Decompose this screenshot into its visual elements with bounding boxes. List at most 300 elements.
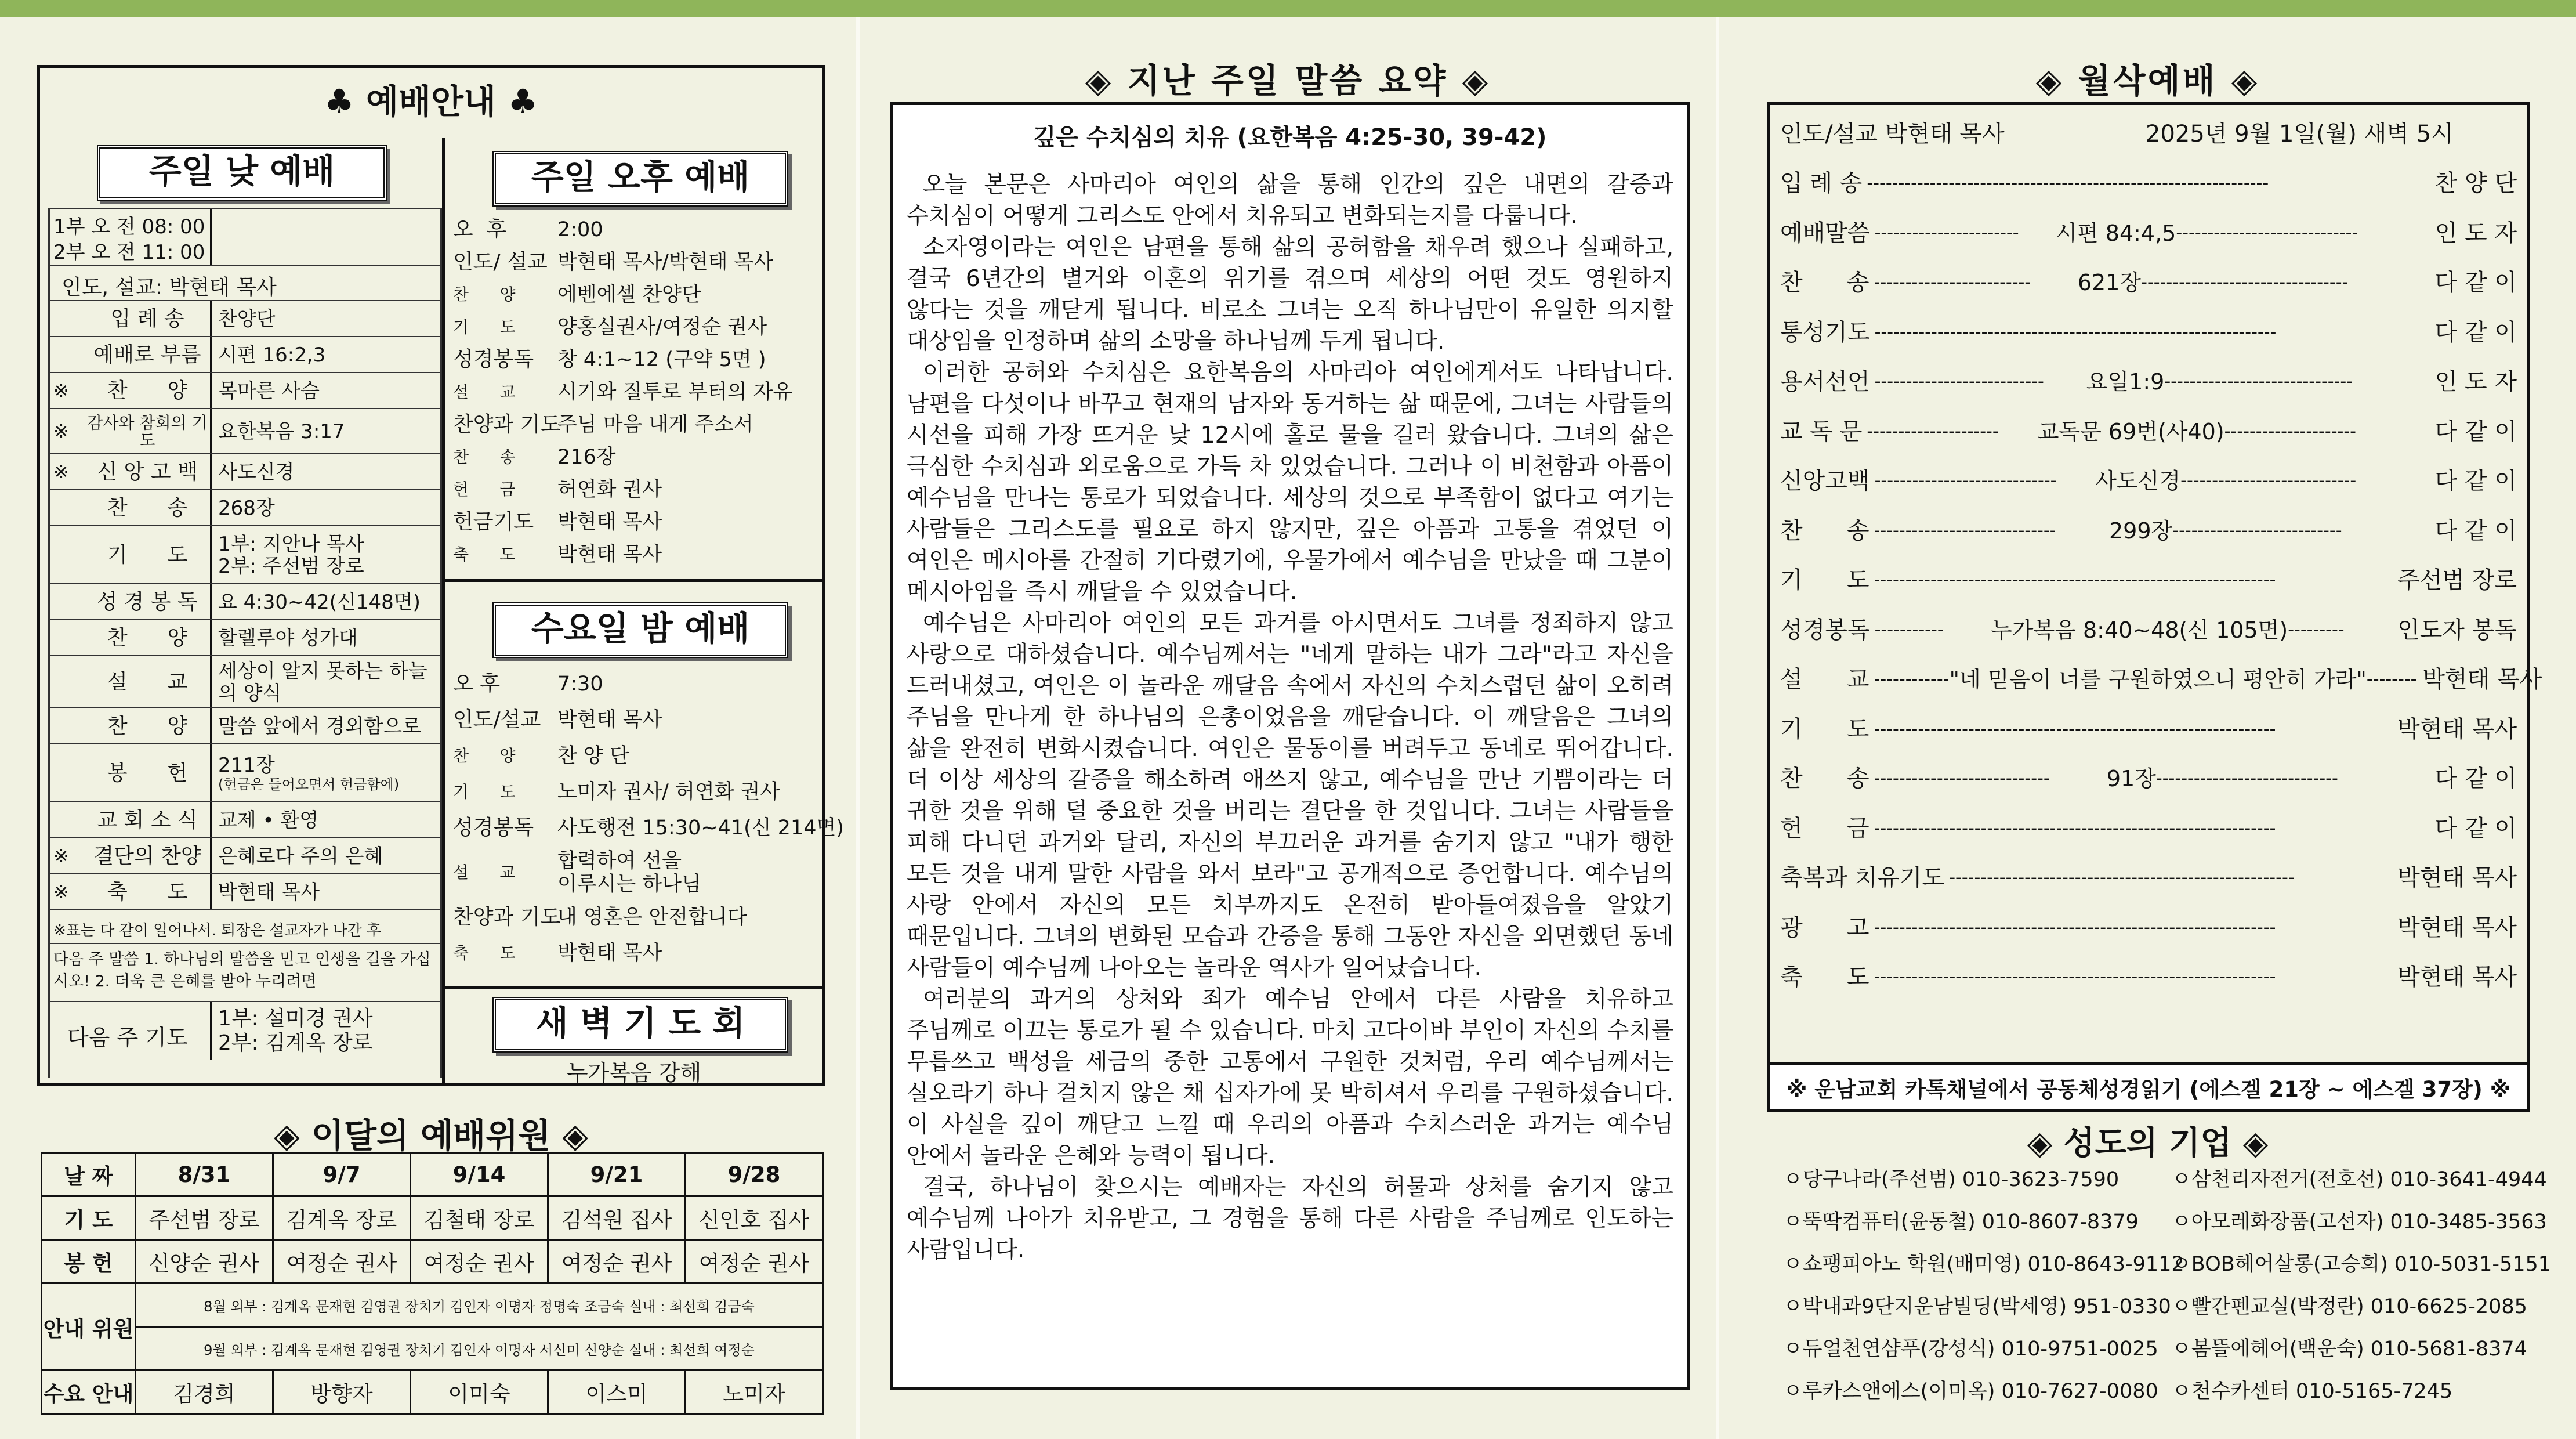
row-divider [210, 620, 212, 656]
dash-leader: ---------------------------- [1874, 768, 2050, 789]
guide-label: 안내 위원 [42, 1283, 136, 1371]
new-month-row [1780, 907, 2517, 948]
next-sermon-notice: 다음 주 말씀 1. 하나님의 말씀을 믿고 인생을 길을 가십시오! 2. 더욱 큰 은혜를 받아 누리려면 [53, 950, 431, 990]
order-label: 예배로 부름 [93, 343, 201, 367]
wed_rows-row [453, 702, 822, 738]
sunday-order-row [50, 489, 440, 526]
order-item: "네 믿음이 너를 구원하였으니 평안히 가라" [1949, 667, 2367, 692]
order-label: 기 도 [453, 782, 516, 801]
new-month-row [1780, 163, 2517, 204]
dash-leader: ---------------------------------------------------------------- [1874, 967, 2276, 987]
row-divider [210, 1002, 212, 1060]
order-person: 박현태 목사 [2422, 666, 2542, 693]
time-divider [210, 209, 212, 265]
sunday-order-row [50, 525, 440, 584]
order-label: 성경봉독 [453, 816, 534, 840]
order-value: 216장 [557, 446, 616, 469]
order-item: 누가복음 8:40~48(신 105면) [1991, 617, 2288, 643]
order-label: 찬 양 [107, 714, 188, 738]
order-person: 주선범 장로 [2397, 567, 2517, 594]
prayer-label: 기 도 [42, 1196, 136, 1240]
afternoon_rows-row [453, 311, 822, 344]
wed-guide-cell: 방향자 [273, 1371, 411, 1414]
order-value-text: 목마른 사슴 [218, 379, 320, 403]
order-value-text: 1부: 지안나 목사 2부: 주선범 장로 [218, 533, 364, 578]
order-value [218, 584, 439, 620]
order-value: 2:00 [557, 218, 603, 241]
wed-guide-cell: 이스미 [548, 1371, 686, 1414]
order-label: 찬 송 [107, 496, 188, 520]
committee-date-row [42, 1153, 823, 1196]
dash-leader: ------------------------------------------------------- [1949, 867, 2295, 888]
order-person: 박현태 목사 [2397, 715, 2517, 743]
wed_rows-row [453, 738, 822, 774]
sunday-order-row [50, 619, 440, 656]
dash-leader: --------- [2288, 619, 2345, 640]
order-label: 광 고 [1780, 914, 1869, 941]
sunday-order-row [50, 801, 440, 838]
business-item: ㅇ봄뜰에헤어(백운숙) 010-5681-8374 [2172, 1337, 2527, 1361]
offering-cell: 신양순 권사 [136, 1240, 273, 1283]
dash-leader: ----------------------------- [1874, 520, 2056, 541]
row-divider [210, 526, 212, 584]
order-item: 91장 [2106, 766, 2156, 791]
afternoon_rows-row [453, 441, 822, 473]
afternoon_rows-row [453, 344, 822, 376]
column-divider [442, 138, 445, 1083]
sermon-paragraph: 여러분의 과거의 상처와 죄가 예수님 안에서 다른 사람을 치유하고 주님께로 이끄는 통로가 될 수 있습니다. 마치 고다이바 부인이 자신의 수치를 무릅쓰고 백성을 세금의 중한 고통에서 구원한 것처럼, 우리 예수님께서는 실오라기 하나 걸치지 않은 채 십자가에 못 박히셔서 우리를 구원하셨습니다. 이 사실을 깊이 깨닫고 느낄 때 우리의 아픔과 수치스러운 과거는 예수님 안에서 놀라운 은혜와 능력이 됩니다. [907, 986, 1673, 1169]
new-month-row [1780, 957, 2517, 997]
order-label: 헌 금 [453, 480, 516, 499]
new-month-leader: 인도/설교 박현태 목사 [1780, 121, 2005, 147]
order-value: 사도행전 15:30~41(신 214면) [557, 816, 844, 840]
order-value: 에벤에셀 찬양단 [557, 283, 701, 306]
order-label: 교 독 문 [1780, 418, 1863, 445]
order-value-text: 할렐루야 성가대 [218, 627, 358, 650]
wed-guide-cell: 이미숙 [411, 1371, 548, 1414]
dash-leader: ----------------------------- [2176, 222, 2358, 243]
order-label: 봉 헌 [107, 761, 188, 785]
business-item: ㅇ쇼팽피아노 학원(배미영) 010-8643-9112 [1783, 1253, 2184, 1276]
order-item: 시편 84:4,5 [2056, 220, 2176, 246]
order-label: 인도/설교 [453, 708, 541, 732]
date-label: 날 짜 [42, 1153, 136, 1196]
wed_rows-row [453, 935, 822, 971]
order-label: 찬 송 [1780, 269, 1869, 296]
order-value [218, 373, 439, 409]
row-divider [210, 490, 212, 526]
sermon-title: 깊은 수치심의 치유 (요한복음 4:25-30, 39-42) [1033, 124, 1547, 151]
order-person: 박현태 목사 [2397, 964, 2517, 990]
business-item: ㅇ당구나라(주선범) 010-3623-7590 [1783, 1168, 2120, 1191]
left-panel [0, 17, 856, 1439]
order-value: 합력하여 선을 이루시는 하나님 [557, 849, 701, 896]
dash-leader: ----------- [1874, 619, 1944, 640]
order-label: 축복과 치유기도 [1780, 865, 1945, 891]
order-label: 찬 양 [107, 379, 188, 403]
business-header: ◈ 성도의 기업 ◈ [2027, 1125, 2269, 1162]
next-prayer-value: 1부: 설미경 권사 2부: 김계옥 장로 [218, 1007, 373, 1055]
order-value [218, 874, 439, 910]
row-divider [210, 838, 212, 874]
order-value [218, 490, 439, 526]
sunday-service-table [48, 208, 442, 1078]
order-label: 설 교 [107, 670, 188, 694]
order-value [218, 454, 439, 490]
date-cell: 9/14 [411, 1153, 548, 1196]
order-label: 축 도 [453, 943, 516, 963]
order-label: 신 앙 고 백 [97, 460, 198, 484]
order-value-text: 268장 [218, 497, 275, 520]
top-accent-bar [0, 0, 2576, 17]
new-month-row [1780, 659, 2542, 700]
order-value: 박현태 목사 [557, 543, 662, 566]
right-panel [1719, 17, 2576, 1439]
order-value-text: 시편 16:2,3 [218, 344, 326, 367]
prayer-cell: 주선범 장로 [136, 1196, 273, 1240]
order-label: 헌금기도 [453, 510, 534, 534]
order-label: 찬 양 [107, 626, 188, 650]
prayer-cell: 김철태 장로 [411, 1196, 548, 1240]
notice-row [50, 943, 440, 1002]
worship-guide-box [37, 65, 844, 1086]
offering-cell: 여정순 권사 [686, 1240, 823, 1283]
dash-leader: ---------------------------------------------------------------- [1874, 570, 2276, 590]
order-label: 찬 양 [453, 285, 516, 304]
new-month-box [1767, 102, 2542, 1112]
wed_rows-row [453, 774, 822, 810]
order-label: 설 교 [453, 863, 516, 882]
business-item: ㅇ삼천리자전거(전호선) 010-3641-4944 [2172, 1168, 2547, 1191]
business-item: ㅇ천수카센터 010-5165-7245 [2172, 1380, 2453, 1403]
order-value [218, 802, 439, 838]
wed-guide-cell: 김경희 [136, 1371, 273, 1414]
order-person: 박현태 목사 [2397, 914, 2517, 941]
sunday-order-row [50, 873, 440, 910]
dash-leader: ----------------------------- [1874, 471, 2057, 491]
order-value-text: 세상이 알지 못하는 하늘의 양식 [218, 660, 427, 705]
offering-cell: 여정순 권사 [548, 1240, 686, 1283]
new-month-order-list [1780, 163, 2542, 1045]
order-value-text: 교제 • 환영 [218, 809, 319, 832]
order-value: 박현태 목사 [557, 511, 662, 534]
order-person: 다 같 이 [2434, 815, 2517, 842]
order-item: 교독문 69번(사40) [2037, 418, 2224, 444]
dash-leader: ---------------------------------------------------------------- [1874, 818, 2276, 838]
order-item: 요일1:9 [2086, 369, 2165, 395]
afternoon_rows-row [453, 408, 822, 441]
new-month-row [1780, 858, 2517, 898]
new-month-row [1780, 511, 2517, 551]
order-value-text: 요 4:30~42(신148면) [218, 591, 421, 614]
order-value [218, 301, 439, 337]
committee-offering-row [42, 1240, 823, 1283]
order-label: 찬 양 [453, 746, 516, 765]
date-cell: 9/21 [548, 1153, 686, 1196]
required-mark: ※ [53, 461, 69, 483]
sunday-order-row [50, 336, 440, 373]
order-label: 교 회 소 식 [97, 808, 198, 832]
sunday-order-row [50, 743, 440, 802]
prayer-cell: 김계옥 장로 [273, 1196, 411, 1240]
order-value: 양홍실권사/여정순 권사 [557, 316, 767, 339]
wednesday-order-list [453, 666, 844, 1037]
order-value: 박현태 목사 [557, 708, 662, 732]
afternoon-order-list [453, 214, 822, 620]
afternoon_rows-row [453, 279, 822, 311]
order-value: 노미자 권사/ 허연화 권사 [557, 780, 780, 804]
order-label: 용서선언 [1780, 368, 1870, 395]
sunday-order-row [50, 655, 440, 708]
prayer-cell: 김석원 집사 [548, 1196, 686, 1240]
wed_rows-row [453, 810, 844, 846]
business-item: ㅇ듀얼천연샴푸(강성식) 010-9751-0025 [1783, 1337, 2158, 1361]
order-label: 통성기도 [1780, 319, 1870, 346]
order-label: 축 도 [107, 880, 188, 904]
order-value-text: 찬양단 [218, 308, 276, 331]
order-value: 내 영혼은 안전합니다 [557, 906, 747, 929]
sermon-paragraph: 결국, 하나님이 찾으시는 예배자는 자신의 허물과 상처를 숨기지 않고 예수님께 나아가 치유받고, 그 경험을 통해 다른 사람을 주님께로 인도하는 사람입니다. [907, 1174, 1673, 1263]
bible-notice-box [1767, 1062, 2530, 1112]
new-month-row [1780, 213, 2517, 254]
guide-aug: 8월 외부 : 김계옥 문재현 김영권 장치기 김인자 이명자 정명숙 조금숙 실내 : 최선희 김금숙 [136, 1283, 823, 1327]
order-value [218, 526, 439, 584]
order-item: 621장 [2077, 270, 2142, 295]
leader-row [50, 265, 440, 301]
business-item: ㅇ아모레화장품(고선자) 010-3485-3563 [2172, 1210, 2547, 1234]
order-value [218, 708, 439, 744]
order-person: 다 같 이 [2434, 319, 2517, 346]
order-label: 오 후 [453, 218, 507, 241]
order-label: 결단의 찬양 [93, 844, 201, 868]
dash-leader: ---------------------------- [2180, 471, 2357, 491]
required-mark: ※ [53, 881, 69, 903]
required-mark: ※ [53, 379, 69, 402]
order-person: 다 같 이 [2434, 765, 2517, 792]
worship-guide-title: ♣ 예배안내 ♣ [324, 82, 538, 121]
order-label: 성경봉독 [453, 348, 534, 371]
new-month-row [1780, 709, 2517, 750]
row-divider [210, 454, 212, 490]
order-value-text: 211장 [218, 754, 275, 777]
dash-leader: ----------------------- [1874, 222, 2019, 243]
order-person: 찬 양 단 [2434, 170, 2517, 197]
order-value [218, 838, 439, 874]
order-value: 창 4:1~12 (구약 5면 ) [557, 348, 766, 371]
date-cell: 9/7 [273, 1153, 411, 1196]
offering-cell: 여정순 권사 [273, 1240, 411, 1283]
order-value: 시기와 질투로 부터의 자유 [557, 381, 793, 404]
bible-notice: ※ 운남교회 카톡채널에서 공동체성경읽기 (에스겔 21장 ~ 에스겔 37장) ※ [1786, 1077, 2511, 1102]
order-person: 박현태 목사 [2397, 865, 2517, 891]
order-value: 주님 마음 내게 주소서 [557, 413, 753, 436]
order-label: 축 도 [1780, 964, 1869, 990]
sunday-leader: 인도, 설교: 박현태 목사 [61, 276, 277, 299]
afternoon_rows-row [453, 246, 822, 279]
order-value: 박현태 목사 [557, 942, 662, 965]
order-item: 사도신경 [2095, 468, 2181, 494]
business-item: ㅇ빨간펜교실(박정란) 010-6625-2085 [2172, 1295, 2527, 1318]
sunday-order-row [50, 837, 440, 874]
prayer-cell: 신인호 집사 [686, 1196, 823, 1240]
dash-leader: ------------ [1874, 669, 1950, 689]
order-label: 감사와 참회의 기도 [87, 413, 208, 450]
order-label: 찬 송 [453, 447, 516, 467]
sermon-paragraph: 이러한 공허와 수치심은 요한복음의 사마리아 여인에게서도 나타납니다. 남편을 다섯이나 바꾸고 현재의 남자와 동거하는 삶 때문에, 그녀는 사람들의 시선을 피해 가장 뜨거운 낮 12시에 홀로 물을 길러 왔습니다. 그녀의 삶은 극심한 수치심과 외로움으로 가득 차 있었습니다. 그러나 이 비천함과 아픔이 예수님을 만나는 통로가 되었습니다. 세상의 것으로 부족함이 없다고 여기는 사람들은 그리스도를 필요로 하지 않지만, 깊은 아픔과 고통을 겪었던 이 여인은 메시아를 간절히 기다렸기에, 우물가에서 예수님을 만났을 때 그분이 메시아임을 즉시 깨달을 수 있었습니다. [907, 359, 1673, 605]
wednesday-service-title: 수요일 밤 예배 [492, 602, 788, 658]
new-month-row [1780, 808, 2517, 849]
date-cell: 9/28 [686, 1153, 823, 1196]
wednesday-bottom-rule [445, 986, 822, 989]
wed_rows-row [453, 666, 822, 702]
committee-guide-row-aug [42, 1283, 823, 1327]
order-person: 다 같 이 [2434, 517, 2517, 544]
new-month-row [1780, 610, 2517, 650]
order-person: 다 같 이 [2434, 269, 2517, 296]
order-label: 축 도 [453, 545, 516, 564]
order-value: 박현태 목사/박현태 목사 [557, 251, 774, 274]
row-divider [210, 373, 212, 409]
order-label: 오 후 [453, 672, 500, 696]
order-value-text: 박현태 목사 [218, 881, 320, 904]
sunday-order-row [50, 707, 440, 744]
order-label: 입 례 송 [1780, 170, 1863, 197]
dawn-prayer-title: 새 벽 기 도 회 [492, 997, 788, 1053]
committee-title: ◈ 이달의 예배위원 ◈ [274, 1116, 588, 1155]
offering-label: 봉 헌 [42, 1240, 136, 1283]
sermon-box [890, 102, 1690, 1390]
sunday-order-row [50, 583, 440, 620]
required-mark: ※ [53, 420, 69, 442]
order-label: 헌 금 [1780, 815, 1869, 842]
order-label: 기 도 [453, 317, 516, 337]
dash-leader: --------------------- [1867, 421, 1999, 442]
order-person: 다 같 이 [2434, 418, 2517, 445]
middle-panel [860, 17, 1716, 1439]
row-divider [210, 802, 212, 838]
row-divider [210, 337, 212, 373]
wed_rows-row [453, 899, 822, 935]
sermon-header: ◈ 지난 주일 말씀 요약 ◈ [1085, 61, 1491, 100]
order-label: 신앙고백 [1780, 468, 1870, 494]
afternoon_rows-row [453, 538, 822, 571]
order-value-note: (헌금은 들어오면서 헌금함에) [218, 776, 400, 793]
guide-sep: 9월 외부 : 김계옥 문재현 김영권 장치기 김인자 이명자 서신미 신양순 실내 : 최선희 여정순 [136, 1327, 823, 1371]
order-value [218, 656, 439, 708]
order-label: 성경봉독 [1780, 616, 1870, 643]
row-divider [210, 708, 212, 744]
wed_rows-row [453, 846, 822, 899]
dawn-prayer-value: 누가복음 강해 [566, 1060, 702, 1086]
row-divider [210, 584, 212, 620]
order-label: 입 례 송 [110, 307, 184, 331]
order-value [218, 620, 439, 656]
order-person: 인도자 봉독 [2397, 616, 2517, 643]
afternoon_rows-row [453, 473, 822, 506]
dash-leader: --------------------------------- [2141, 272, 2349, 292]
committee-guide-row-sep [42, 1327, 823, 1371]
dash-leader: ---------------------------------------------------------------- [1867, 173, 2269, 193]
order-person: 인 도 자 [2434, 368, 2517, 395]
business-item: ㅇ박내과9단지운남빌딩(박세영) 951-0330 [1783, 1295, 2171, 1318]
afternoon_rows-row [453, 214, 822, 246]
order-label: 기 도 [107, 543, 188, 567]
order-value-text: 은혜로다 주의 은혜 [218, 845, 383, 868]
afternoon-service-title: 주일 오후 예배 [492, 151, 788, 207]
sermon-paragraph: 예수님은 사마리아 여인의 모든 과거를 아시면서도 그녀를 정죄하지 않고 사랑으로 대하셨습니다. 예수님께서는 "네게 말하는 내가 그라"라고 자신을 드러내셨고, 여인은 이 놀라운 깨달음 속에서 자신의 수치스럽던 삶이 오히려 주님을 만나게 한 하나님의 은총이었음을 깨닫습니다. 이 깨달음은 그녀의 삶을 완전히 변화시켰습니다. 여인은 물동이를 버려두고 동네로 뛰어갑니다. 더 이상 세상의 갈증을 해소하려 애쓰지 않고, 예수님을 만난 기쁨이라는 더 귀한 것을 위해 덜 중요한 것을 버리는 결단을 한 것입니다. 그녀는 사람들을 피해 다니던 과거와 달리, 자신의 부끄러운 과거를 숨기지 않고 "내가 행한 모든 것을 내게 말한 사람을 와서 보라"고 공개적으로 증언합니다. 예수님의 사랑 안에서 자신의 모든 치부까지도 온전히 받아들여졌음을 알았기 때문입니다. 그녀의 변화된 모습과 간증을 통해 그동안 자신을 외면했던 동네 사람들이 예수님께 나아오는 놀라운 역사가 일어났습니다. [907, 610, 1673, 981]
order-label: 예배말씀 [1780, 219, 1870, 247]
order-value: 찬 양 단 [557, 744, 629, 768]
sunday-service-title: 주일 낮 예배 [97, 145, 387, 201]
notice-row [50, 909, 440, 944]
sunday-order-row [50, 372, 440, 409]
row-divider [210, 874, 212, 910]
sermon-paragraph: 소자영이라는 여인은 남편을 통해 삶의 공허함을 채우려 했으나 실패하고, 결국 6년간의 별거와 이혼의 위기를 겪으며 세상의 어떤 것도 영원하지 않다는 것을 깨닫게 됩니다. 비로소 그녀는 오직 하나님만이 유일한 의지할 대상임을 인정하며 삶의 소망을 하나님께 두게 됩니다. [907, 234, 1673, 355]
business-item: ㅇBOB헤어살롱(고승희) 010-5031-5151 [2172, 1253, 2552, 1276]
row-divider [210, 744, 212, 802]
order-value [218, 744, 439, 802]
dash-leader: ----------------------------- [2155, 768, 2338, 789]
order-label: 찬 송 [1780, 517, 1869, 544]
order-label: 설 교 [453, 382, 516, 402]
order-label: 찬 송 [1780, 765, 1869, 792]
dash-leader: --------------------- [2224, 421, 2357, 442]
committee-table [41, 1152, 824, 1415]
sunday-time-2: 2부 오 전 11: 00 [53, 241, 205, 264]
dash-leader: --------------------------- [1874, 371, 2044, 392]
order-label: 설 교 [1780, 666, 1869, 693]
new-month-date: 2025년 9월 1일(월) 새벽 5시 [2146, 121, 2454, 147]
order-label: 찬양과 기도 [453, 413, 561, 436]
wed-guide-label: 수요 안내 [42, 1371, 136, 1414]
new-month-row [1780, 411, 2517, 452]
order-value-text: 사도신경 [218, 461, 295, 484]
committee-wed-guide-row [42, 1371, 823, 1414]
business-item: ㅇ루카스앤에스(이미옥) 010-7627-0080 [1783, 1380, 2158, 1403]
order-label: 성 경 봉 독 [97, 590, 198, 614]
sunday-times [53, 214, 205, 265]
new-month-row [1780, 312, 2517, 353]
date-cell: 8/31 [136, 1153, 273, 1196]
afternoon_rows-row [453, 506, 822, 538]
required-mark: ※ [53, 845, 69, 867]
new-month-row [1780, 560, 2517, 601]
dash-leader: ---------------------------------------------------------------- [1874, 718, 2276, 739]
dash-leader: -------- [2366, 669, 2417, 689]
sunday-order-row [50, 408, 440, 454]
order-value-text: 요한복음 3:17 [218, 420, 345, 443]
new-month-row [1780, 461, 2517, 501]
sermon-body [907, 169, 1673, 1266]
afternoon-bottom-rule [445, 579, 822, 582]
next-prayer-row [50, 1001, 440, 1060]
new-month-row [1780, 262, 2517, 303]
dash-leader: --------------------------- [2172, 520, 2342, 541]
order-label: 인도/ 설교 [453, 250, 548, 274]
new-month-header: ◈ 월삭예배 ◈ [2035, 61, 2260, 100]
business-item: ㅇ뚝딱컴퓨터(윤동철) 010-8607-8379 [1783, 1210, 2139, 1234]
dash-leader: ---------------------------------------------------------------- [1874, 321, 2277, 342]
order-label: 찬양과 기도 [453, 905, 561, 929]
order-person: 다 같 이 [2434, 468, 2517, 494]
order-value: 7:30 [557, 673, 603, 696]
order-value: 허연화 권사 [557, 478, 662, 501]
order-value [218, 337, 439, 373]
new-month-row [1780, 758, 2517, 799]
sunday-order-row [50, 300, 440, 337]
order-person: 인 도 자 [2434, 219, 2517, 247]
standing-notice: ※표는 다 같이 일어나서. 퇴장은 설교자가 나간 후 [53, 922, 382, 939]
